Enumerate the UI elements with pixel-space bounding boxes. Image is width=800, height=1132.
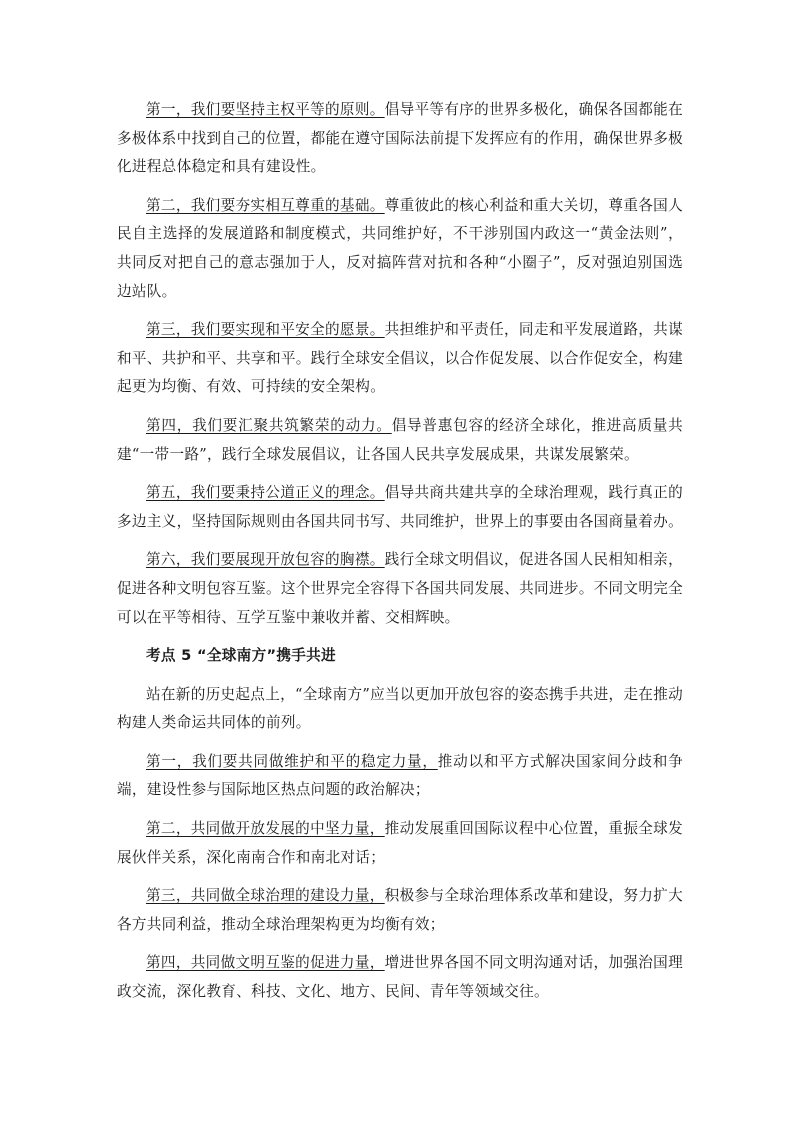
paragraph-lead: 第三，我们要实现和平安全的愿景。	[146, 321, 385, 339]
force-paragraph-2	[117, 815, 683, 872]
force-paragraph-1	[117, 748, 683, 805]
paragraph-body: 推动发展重回国际议程中心位置，重振全球发展伙伴关系，深化南南合作和南北对话；	[117, 820, 683, 866]
paragraph-body: 倡导平等有序的世界多极化，确保各国都能在多极体系中找到自己的位置，都能在遵守国际法前提下发挥应有的作用，确保世界多极化进程总体稳定和具有建设性。	[117, 101, 683, 176]
principle-paragraph-4	[117, 412, 683, 469]
paragraph-lead: 第五，我们要秉持公道正义的理念。	[146, 484, 385, 502]
paragraph-lead: 第六，我们要展现开放包容的胸襟。	[146, 551, 385, 569]
paragraph-lead: 第二，我们要夯实相互尊重的基础。	[146, 196, 385, 214]
paragraph-body: 倡导共商共建共享的全球治理观，践行真正的多边主义，坚持国际规则由各国共同书写、共同维护，世界上的事要由各国商量着办。	[117, 484, 683, 530]
paragraph-body: 共担维护和平责任，同走和平发展道路，共谋和平、共护和平、共享和平。践行全球安全倡议，以合作促发展、以合作促安全，构建起更为均衡、有效、可持续的安全架构。	[117, 321, 683, 396]
paragraph-body: 倡导普惠包容的经济全球化，推进高质量共建“一带一路”，践行全球发展倡议，让各国人民共享发展成果，共谋发展繁荣。	[117, 416, 683, 463]
force-paragraph-4	[117, 949, 683, 1006]
paragraph-lead: 第三，共同做全球治理的建设力量，	[146, 887, 385, 905]
paragraph-body: 增进世界各国不同文明沟通对话，加强治国理政交流，深化教育、科技、文化、地方、民间、青年等领域交往。	[117, 954, 683, 1001]
paragraph-lead: 第四，共同做文明互鉴的促进力量，	[146, 954, 385, 972]
paragraph-lead: 第二，共同做开放发展的中坚力量，	[146, 820, 385, 838]
paragraph-lead: 第一，我们要共同做维护和平的稳定力量，	[146, 752, 438, 770]
principle-paragraph-2	[117, 192, 683, 306]
paragraph-body: 践行全球文明倡议，促进各国人民相知相亲，促进各种文明包容互鉴。这个世界完全容得下各国共同发展、共同进步。不同文明完全可以在平等相待、互学互鉴中兼收并蓄、交相辉映。	[117, 551, 683, 626]
paragraph-lead: 第一，我们要坚持主权平等的原则。	[146, 101, 385, 118]
document-content	[117, 96, 683, 1007]
principle-paragraph-6	[117, 546, 683, 632]
principle-paragraph-3	[117, 316, 683, 402]
paragraph-lead: 第四，我们要汇聚共筑繁荣的动力。	[146, 416, 392, 434]
intro-paragraph: 站在新的历史起点上，“全球南方”应当以更加开放包容的姿态携手共进，走在推动构建人类命运共同体的前列。	[117, 685, 683, 732]
paragraph-body: 尊重彼此的核心利益和重大关切，尊重各国人民自主选择的发展道路和制度模式，共同维护好，不干涉别国内政这一“黄金法则”，共同反对把自己的意志强加于人，反对搞阵营对抗和各种“小圈子”，反对强迫别国选边站队。	[117, 196, 683, 300]
section-heading: 考点 5 “全球南方”携手共进	[146, 647, 336, 665]
paragraph-body: 推动以和平方式解决国家间分歧和争端，建设性参与国际地区热点问题的政治解决；	[117, 752, 683, 799]
paragraph-body: 积极参与全球治理体系改革和建设，努力扩大各方共同利益，推动全球治理架构更为均衡有效；	[117, 887, 683, 933]
principle-paragraph-1	[117, 96, 683, 182]
principle-paragraph-5	[117, 479, 683, 536]
force-paragraph-3	[117, 882, 683, 939]
